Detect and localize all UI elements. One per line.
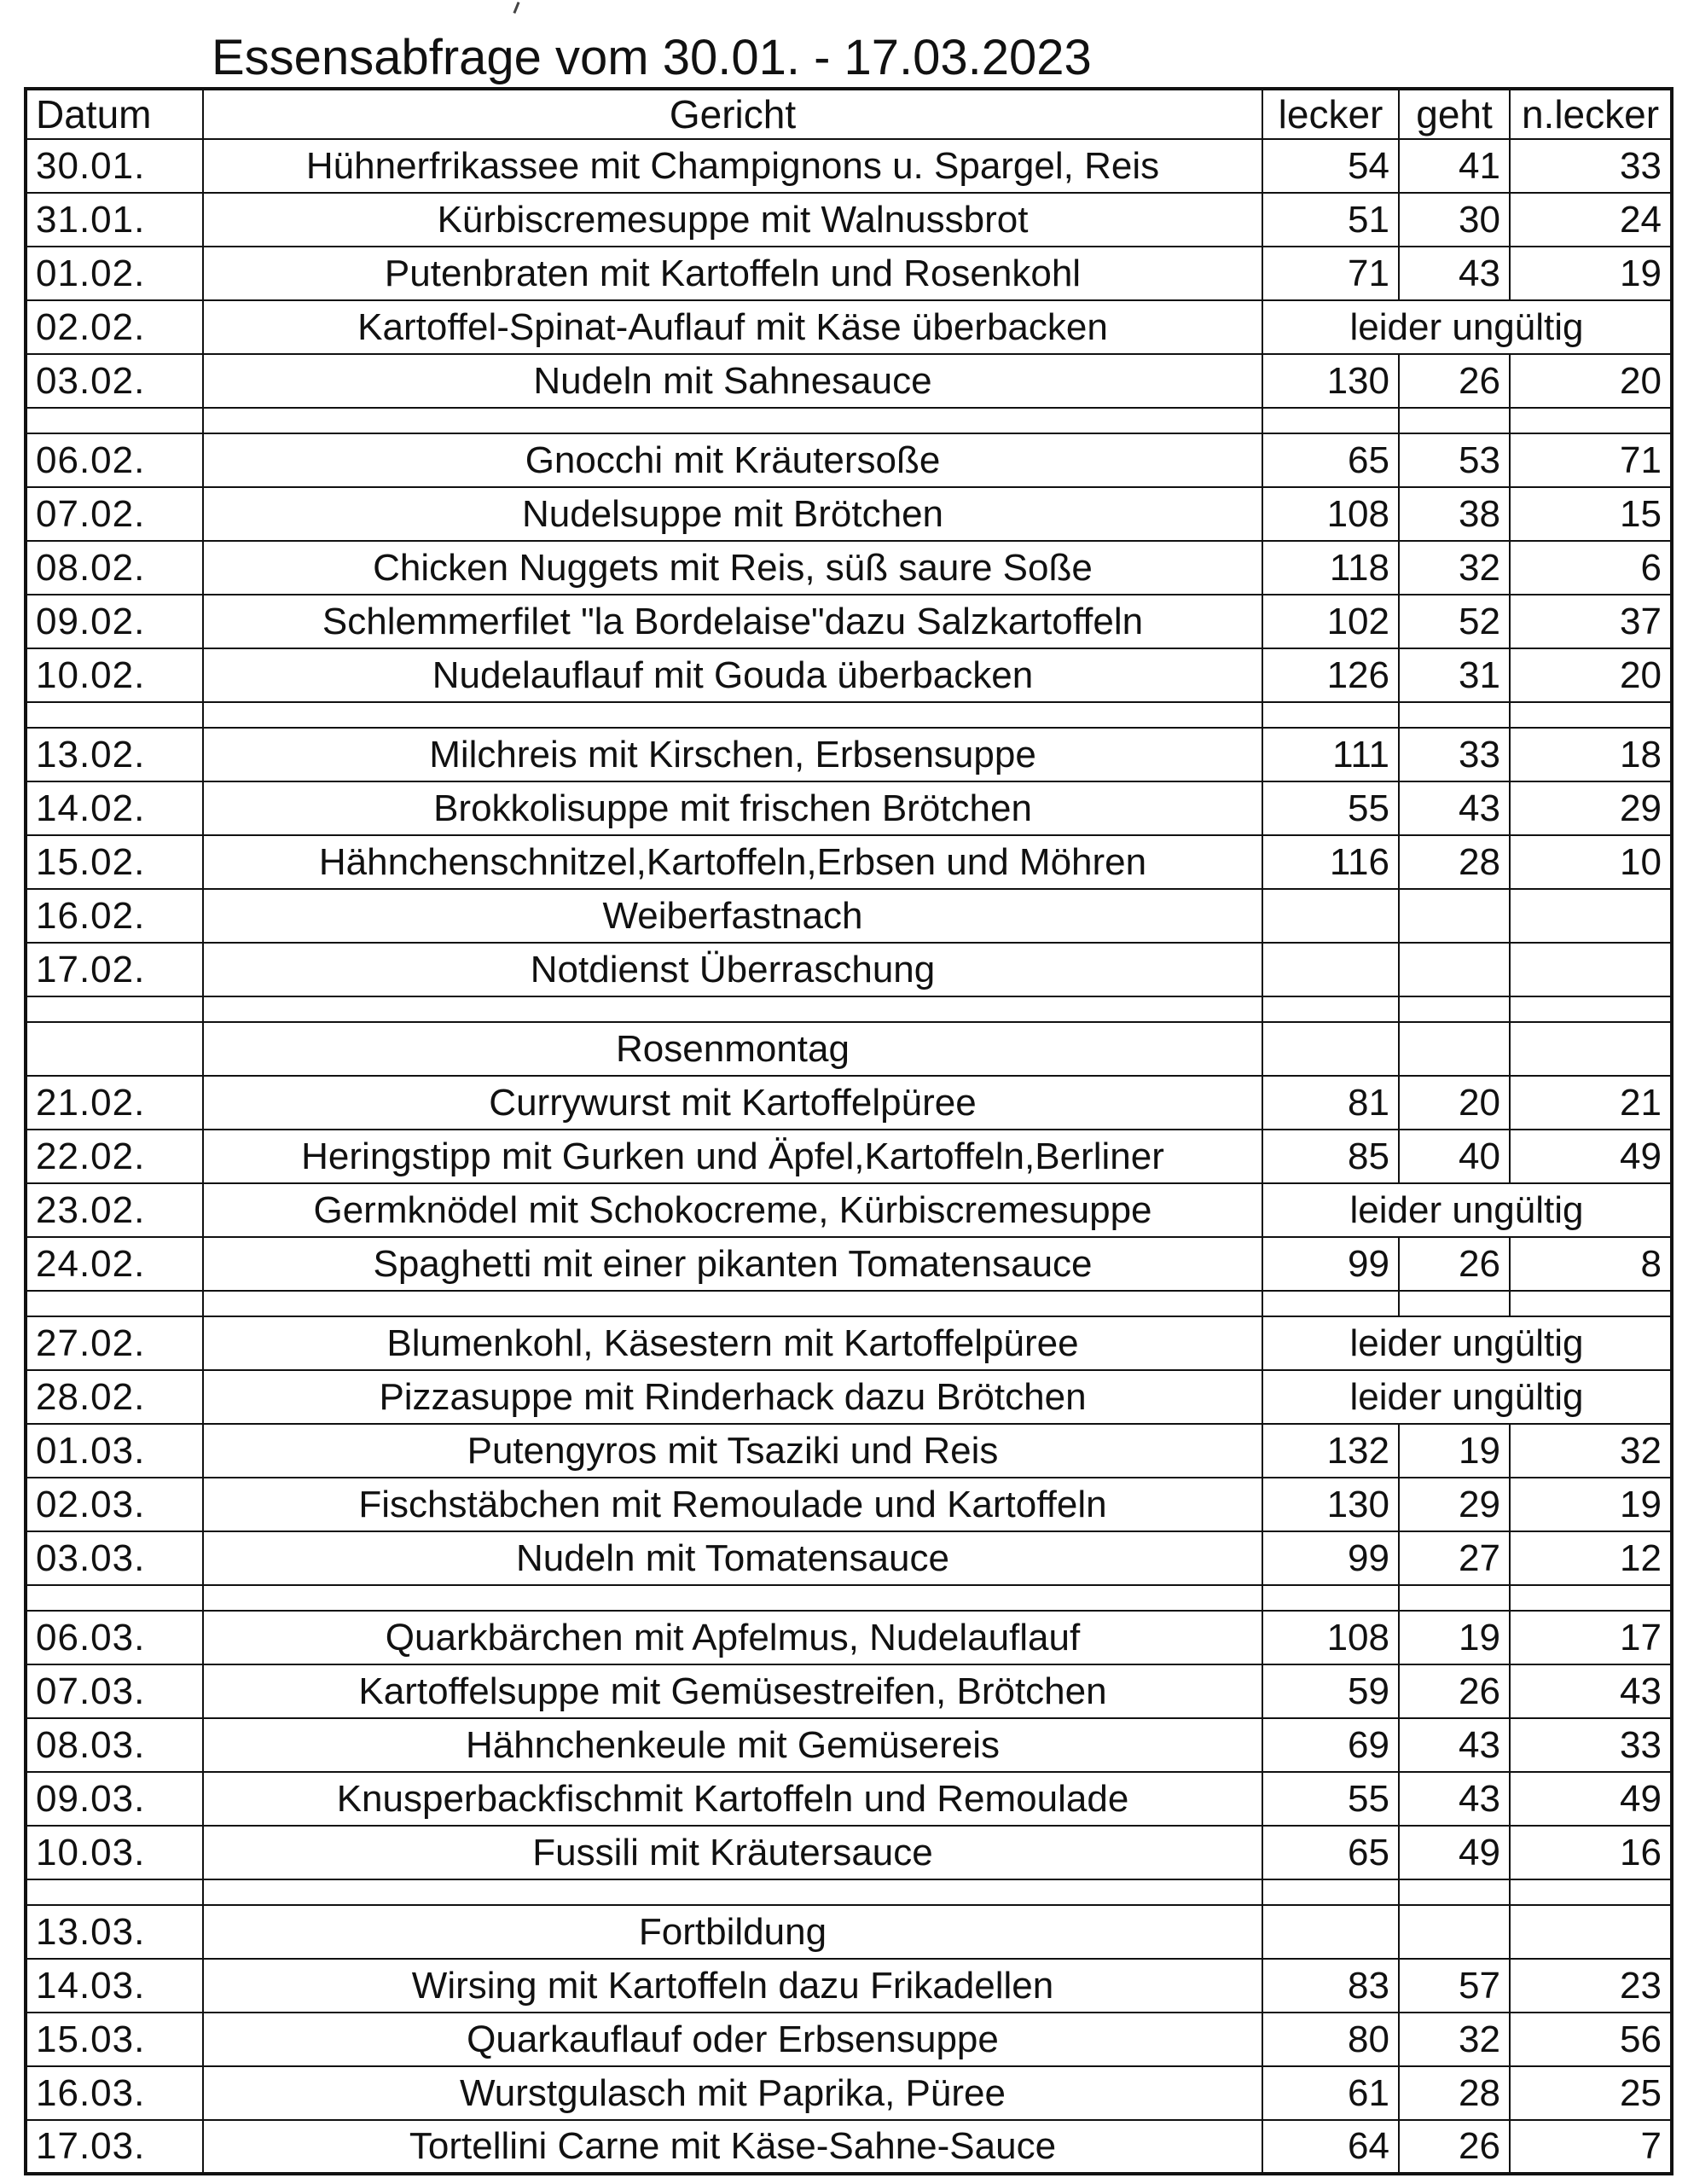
spacer-cell [1510, 1879, 1672, 1905]
date-cell: 07.02. [26, 487, 203, 541]
table-row [26, 1237, 1672, 1291]
geht-cell: 43 [1399, 1772, 1510, 1826]
date-cell: 01.02. [26, 247, 203, 300]
lecker-cell [1262, 889, 1399, 943]
nlecker-cell [1510, 943, 1672, 996]
table-row [26, 1664, 1672, 1718]
nlecker-cell: 49 [1510, 1130, 1672, 1183]
table-row [26, 1826, 1672, 1879]
geht-cell: 57 [1399, 1959, 1510, 2013]
dish-cell: Blumenkohl, Käsestern mit Kartoffelpüree [203, 1316, 1262, 1370]
date-cell: 22.02. [26, 1130, 203, 1183]
geht-cell [1399, 889, 1510, 943]
header-row [26, 89, 1672, 139]
date-cell: 16.03. [26, 2066, 203, 2120]
spacer-cell [203, 408, 1262, 433]
nlecker-cell: 23 [1510, 1959, 1672, 2013]
lecker-cell: 130 [1262, 354, 1399, 408]
table-row [26, 247, 1672, 300]
document-title: Essensabfrage vom 30.01. - 17.03.2023 [212, 30, 1092, 85]
spacer-cell [26, 702, 203, 728]
lecker-cell: 51 [1262, 193, 1399, 247]
spacer-cell [26, 996, 203, 1022]
lecker-cell: 59 [1262, 1664, 1399, 1718]
dish-cell: Currywurst mit Kartoffelpüree [203, 1076, 1262, 1130]
geht-cell: 31 [1399, 648, 1510, 702]
table-row [26, 1076, 1672, 1130]
date-cell: 08.02. [26, 541, 203, 595]
table-row [26, 1531, 1672, 1585]
geht-cell: 27 [1399, 1531, 1510, 1585]
date-cell: 16.02. [26, 889, 203, 943]
dish-cell: Quarkauflauf oder Erbsensuppe [203, 2013, 1262, 2066]
dish-cell: Heringstipp mit Gurken und Äpfel,Kartoffeln,Berliner [203, 1130, 1262, 1183]
nlecker-cell: 56 [1510, 2013, 1672, 2066]
dish-cell: Kartoffelsuppe mit Gemüsestreifen, Brötchen [203, 1664, 1262, 1718]
date-cell: 27.02. [26, 1316, 203, 1370]
table-row [26, 300, 1672, 354]
dish-cell: Tortellini Carne mit Käse-Sahne-Sauce [203, 2120, 1262, 2174]
date-cell: 02.03. [26, 1478, 203, 1531]
spacer-cell [1399, 1585, 1510, 1611]
geht-cell [1399, 1022, 1510, 1076]
spacer-cell [26, 1879, 203, 1905]
table-row [26, 1478, 1672, 1531]
dish-cell: Kürbiscremesuppe mit Walnussbrot [203, 193, 1262, 247]
dish-cell: Pizzasuppe mit Rinderhack dazu Brötchen [203, 1370, 1262, 1424]
pen-mark [513, 2, 519, 14]
lecker-cell [1262, 1022, 1399, 1076]
geht-cell [1399, 943, 1510, 996]
dish-cell: Quarkbärchen mit Apfelmus, Nudelauflauf [203, 1611, 1262, 1664]
dish-cell: Fussili mit Kräutersauce [203, 1826, 1262, 1879]
geht-cell: 26 [1399, 2120, 1510, 2174]
date-cell: 01.03. [26, 1424, 203, 1478]
table-row [26, 139, 1672, 193]
date-cell: 30.01. [26, 139, 203, 193]
nlecker-cell: 37 [1510, 595, 1672, 648]
dish-cell: Hühnerfrikassee mit Champignons u. Spargel, Reis [203, 139, 1262, 193]
dish-cell: Fischstäbchen mit Remoulade und Kartoffeln [203, 1478, 1262, 1531]
table-row [26, 433, 1672, 487]
lecker-cell: 69 [1262, 1718, 1399, 1772]
date-cell: 31.01. [26, 193, 203, 247]
lecker-cell: 80 [1262, 2013, 1399, 2066]
rating-note-cell: leider ungültig [1262, 1316, 1672, 1370]
lecker-cell: 81 [1262, 1076, 1399, 1130]
table-body [26, 139, 1672, 2174]
dish-cell: Nudelsuppe mit Brötchen [203, 487, 1262, 541]
nlecker-cell [1510, 889, 1672, 943]
lecker-cell: 54 [1262, 139, 1399, 193]
spacer-row [26, 1585, 1672, 1611]
spacer-cell [203, 1291, 1262, 1316]
spacer-cell [1399, 408, 1510, 433]
lecker-cell: 55 [1262, 781, 1399, 835]
geht-cell: 43 [1399, 247, 1510, 300]
geht-cell: 40 [1399, 1130, 1510, 1183]
lecker-cell: 130 [1262, 1478, 1399, 1531]
dish-cell: Putengyros mit Tsaziki und Reis [203, 1424, 1262, 1478]
spacer-row [26, 702, 1672, 728]
date-cell: 24.02. [26, 1237, 203, 1291]
dish-cell: Fortbildung [203, 1905, 1262, 1959]
date-cell: 07.03. [26, 1664, 203, 1718]
date-cell: 09.02. [26, 595, 203, 648]
lecker-cell: 116 [1262, 835, 1399, 889]
geht-cell: 41 [1399, 139, 1510, 193]
geht-cell: 20 [1399, 1076, 1510, 1130]
nlecker-cell: 29 [1510, 781, 1672, 835]
spacer-cell [1510, 408, 1672, 433]
lecker-cell [1262, 1905, 1399, 1959]
nlecker-cell: 43 [1510, 1664, 1672, 1718]
spacer-cell [1399, 996, 1510, 1022]
spacer-row [26, 996, 1672, 1022]
lecker-cell: 71 [1262, 247, 1399, 300]
dish-cell: Germknödel mit Schokocreme, Kürbiscremesuppe [203, 1183, 1262, 1237]
table-row [26, 1022, 1672, 1076]
spacer-row [26, 1291, 1672, 1316]
lecker-cell: 65 [1262, 1826, 1399, 1879]
lecker-cell: 126 [1262, 648, 1399, 702]
spacer-cell [1399, 1879, 1510, 1905]
geht-cell: 43 [1399, 781, 1510, 835]
table-row [26, 648, 1672, 702]
nlecker-cell: 25 [1510, 2066, 1672, 2120]
date-cell: 14.03. [26, 1959, 203, 2013]
column-header-dish: Gericht [203, 89, 1262, 139]
spacer-cell [1262, 1879, 1399, 1905]
dish-cell: Spaghetti mit einer pikanten Tomatensauce [203, 1237, 1262, 1291]
lecker-cell: 99 [1262, 1531, 1399, 1585]
table-row [26, 541, 1672, 595]
spacer-cell [1510, 1585, 1672, 1611]
nlecker-cell: 32 [1510, 1424, 1672, 1478]
geht-cell: 43 [1399, 1718, 1510, 1772]
date-cell: 17.02. [26, 943, 203, 996]
nlecker-cell: 16 [1510, 1826, 1672, 1879]
geht-cell: 26 [1399, 1664, 1510, 1718]
table-row [26, 1183, 1672, 1237]
geht-cell: 28 [1399, 835, 1510, 889]
lecker-cell: 111 [1262, 728, 1399, 781]
date-cell: 28.02. [26, 1370, 203, 1424]
nlecker-cell [1510, 1905, 1672, 1959]
lecker-cell: 61 [1262, 2066, 1399, 2120]
lecker-cell: 55 [1262, 1772, 1399, 1826]
spacer-row [26, 408, 1672, 433]
lecker-cell: 85 [1262, 1130, 1399, 1183]
dish-cell: Kartoffel-Spinat-Auflauf mit Käse überbacken [203, 300, 1262, 354]
geht-cell: 26 [1399, 1237, 1510, 1291]
nlecker-cell: 10 [1510, 835, 1672, 889]
date-cell [26, 1022, 203, 1076]
table-row [26, 1718, 1672, 1772]
spacer-cell [26, 1291, 203, 1316]
geht-cell: 19 [1399, 1611, 1510, 1664]
nlecker-cell: 20 [1510, 354, 1672, 408]
geht-cell: 38 [1399, 487, 1510, 541]
nlecker-cell: 49 [1510, 1772, 1672, 1826]
nlecker-cell: 6 [1510, 541, 1672, 595]
dish-cell: Nudeln mit Tomatensauce [203, 1531, 1262, 1585]
lecker-cell: 118 [1262, 541, 1399, 595]
dish-cell: Knusperbackfischmit Kartoffeln und Remoulade [203, 1772, 1262, 1826]
lecker-cell: 65 [1262, 433, 1399, 487]
nlecker-cell: 19 [1510, 1478, 1672, 1531]
lecker-cell: 108 [1262, 1611, 1399, 1664]
date-cell: 17.03. [26, 2120, 203, 2174]
geht-cell: 19 [1399, 1424, 1510, 1478]
dish-cell: Hähnchenkeule mit Gemüsereis [203, 1718, 1262, 1772]
dish-cell: Gnocchi mit Kräutersoße [203, 433, 1262, 487]
spacer-cell [1262, 1585, 1399, 1611]
spacer-cell [203, 1585, 1262, 1611]
column-header-lecker: lecker [1262, 89, 1399, 139]
geht-cell: 26 [1399, 354, 1510, 408]
spacer-cell [1262, 996, 1399, 1022]
date-cell: 06.02. [26, 433, 203, 487]
dish-cell: Schlemmerfilet "la Bordelaise"dazu Salzkartoffeln [203, 595, 1262, 648]
dish-cell: Nudeln mit Sahnesauce [203, 354, 1262, 408]
nlecker-cell: 20 [1510, 648, 1672, 702]
nlecker-cell: 12 [1510, 1531, 1672, 1585]
lecker-cell: 132 [1262, 1424, 1399, 1478]
geht-cell: 49 [1399, 1826, 1510, 1879]
spacer-cell [1510, 996, 1672, 1022]
lecker-cell: 99 [1262, 1237, 1399, 1291]
date-cell: 03.02. [26, 354, 203, 408]
dish-cell: Nudelauflauf mit Gouda überbacken [203, 648, 1262, 702]
table-row [26, 354, 1672, 408]
column-header-nlecker: n.lecker [1510, 89, 1672, 139]
nlecker-cell: 33 [1510, 1718, 1672, 1772]
date-cell: 02.02. [26, 300, 203, 354]
column-header-date: Datum [26, 89, 203, 139]
geht-cell: 32 [1399, 541, 1510, 595]
column-header-geht: geht [1399, 89, 1510, 139]
spacer-cell [203, 702, 1262, 728]
date-cell: 15.02. [26, 835, 203, 889]
date-cell: 09.03. [26, 1772, 203, 1826]
date-cell: 15.03. [26, 2013, 203, 2066]
lecker-cell: 83 [1262, 1959, 1399, 2013]
table-row [26, 2066, 1672, 2120]
table-row [26, 1130, 1672, 1183]
spacer-row [26, 1879, 1672, 1905]
table-row [26, 1959, 1672, 2013]
date-cell: 13.02. [26, 728, 203, 781]
table-row [26, 1772, 1672, 1826]
nlecker-cell: 17 [1510, 1611, 1672, 1664]
table-row [26, 487, 1672, 541]
table-row [26, 2120, 1672, 2174]
spacer-cell [1262, 702, 1399, 728]
nlecker-cell: 24 [1510, 193, 1672, 247]
nlecker-cell: 33 [1510, 139, 1672, 193]
geht-cell: 29 [1399, 1478, 1510, 1531]
nlecker-cell: 71 [1510, 433, 1672, 487]
geht-cell: 52 [1399, 595, 1510, 648]
dish-cell: Wurstgulasch mit Paprika, Püree [203, 2066, 1262, 2120]
date-cell: 06.03. [26, 1611, 203, 1664]
geht-cell: 32 [1399, 2013, 1510, 2066]
spacer-cell [1262, 1291, 1399, 1316]
date-cell: 10.02. [26, 648, 203, 702]
lecker-cell: 64 [1262, 2120, 1399, 2174]
date-cell: 23.02. [26, 1183, 203, 1237]
dish-cell: Wirsing mit Kartoffeln dazu Frikadellen [203, 1959, 1262, 2013]
geht-cell: 33 [1399, 728, 1510, 781]
table-row [26, 781, 1672, 835]
rating-note-cell: leider ungültig [1262, 300, 1672, 354]
lecker-cell: 102 [1262, 595, 1399, 648]
table-row [26, 1611, 1672, 1664]
dish-cell: Chicken Nuggets mit Reis, süß saure Soße [203, 541, 1262, 595]
spacer-cell [1510, 702, 1672, 728]
date-cell: 03.03. [26, 1531, 203, 1585]
geht-cell: 53 [1399, 433, 1510, 487]
nlecker-cell: 7 [1510, 2120, 1672, 2174]
date-cell: 10.03. [26, 1826, 203, 1879]
table-row [26, 943, 1672, 996]
rating-note-cell: leider ungültig [1262, 1183, 1672, 1237]
nlecker-cell: 15 [1510, 487, 1672, 541]
nlecker-cell: 8 [1510, 1237, 1672, 1291]
lecker-cell [1262, 943, 1399, 996]
spacer-cell [1399, 1291, 1510, 1316]
geht-cell [1399, 1905, 1510, 1959]
table-row [26, 1424, 1672, 1478]
date-cell: 08.03. [26, 1718, 203, 1772]
geht-cell: 30 [1399, 193, 1510, 247]
nlecker-cell [1510, 1022, 1672, 1076]
spacer-cell [26, 1585, 203, 1611]
table-row [26, 2013, 1672, 2066]
date-cell: 21.02. [26, 1076, 203, 1130]
nlecker-cell: 18 [1510, 728, 1672, 781]
table-row [26, 728, 1672, 781]
dish-cell: Weiberfastnach [203, 889, 1262, 943]
spacer-cell [1510, 1291, 1672, 1316]
dish-cell: Brokkolisuppe mit frischen Brötchen [203, 781, 1262, 835]
spacer-cell [1262, 408, 1399, 433]
geht-cell: 28 [1399, 2066, 1510, 2120]
dish-cell: Putenbraten mit Kartoffeln und Rosenkohl [203, 247, 1262, 300]
spacer-cell [1399, 702, 1510, 728]
spacer-cell [203, 1879, 1262, 1905]
nlecker-cell: 19 [1510, 247, 1672, 300]
spacer-cell [26, 408, 203, 433]
dish-cell: Rosenmontag [203, 1022, 1262, 1076]
table-row [26, 193, 1672, 247]
table-row [26, 595, 1672, 648]
spacer-cell [203, 996, 1262, 1022]
rating-note-cell: leider ungültig [1262, 1370, 1672, 1424]
table-row [26, 1905, 1672, 1959]
table-row [26, 835, 1672, 889]
table-row [26, 889, 1672, 943]
dish-cell: Milchreis mit Kirschen, Erbsensuppe [203, 728, 1262, 781]
date-cell: 13.03. [26, 1905, 203, 1959]
table-row [26, 1316, 1672, 1370]
survey-table [24, 87, 1673, 2175]
lecker-cell: 108 [1262, 487, 1399, 541]
date-cell: 14.02. [26, 781, 203, 835]
nlecker-cell: 21 [1510, 1076, 1672, 1130]
table-row [26, 1370, 1672, 1424]
dish-cell: Notdienst Überraschung [203, 943, 1262, 996]
dish-cell: Hähnchenschnitzel,Kartoffeln,Erbsen und Möhren [203, 835, 1262, 889]
